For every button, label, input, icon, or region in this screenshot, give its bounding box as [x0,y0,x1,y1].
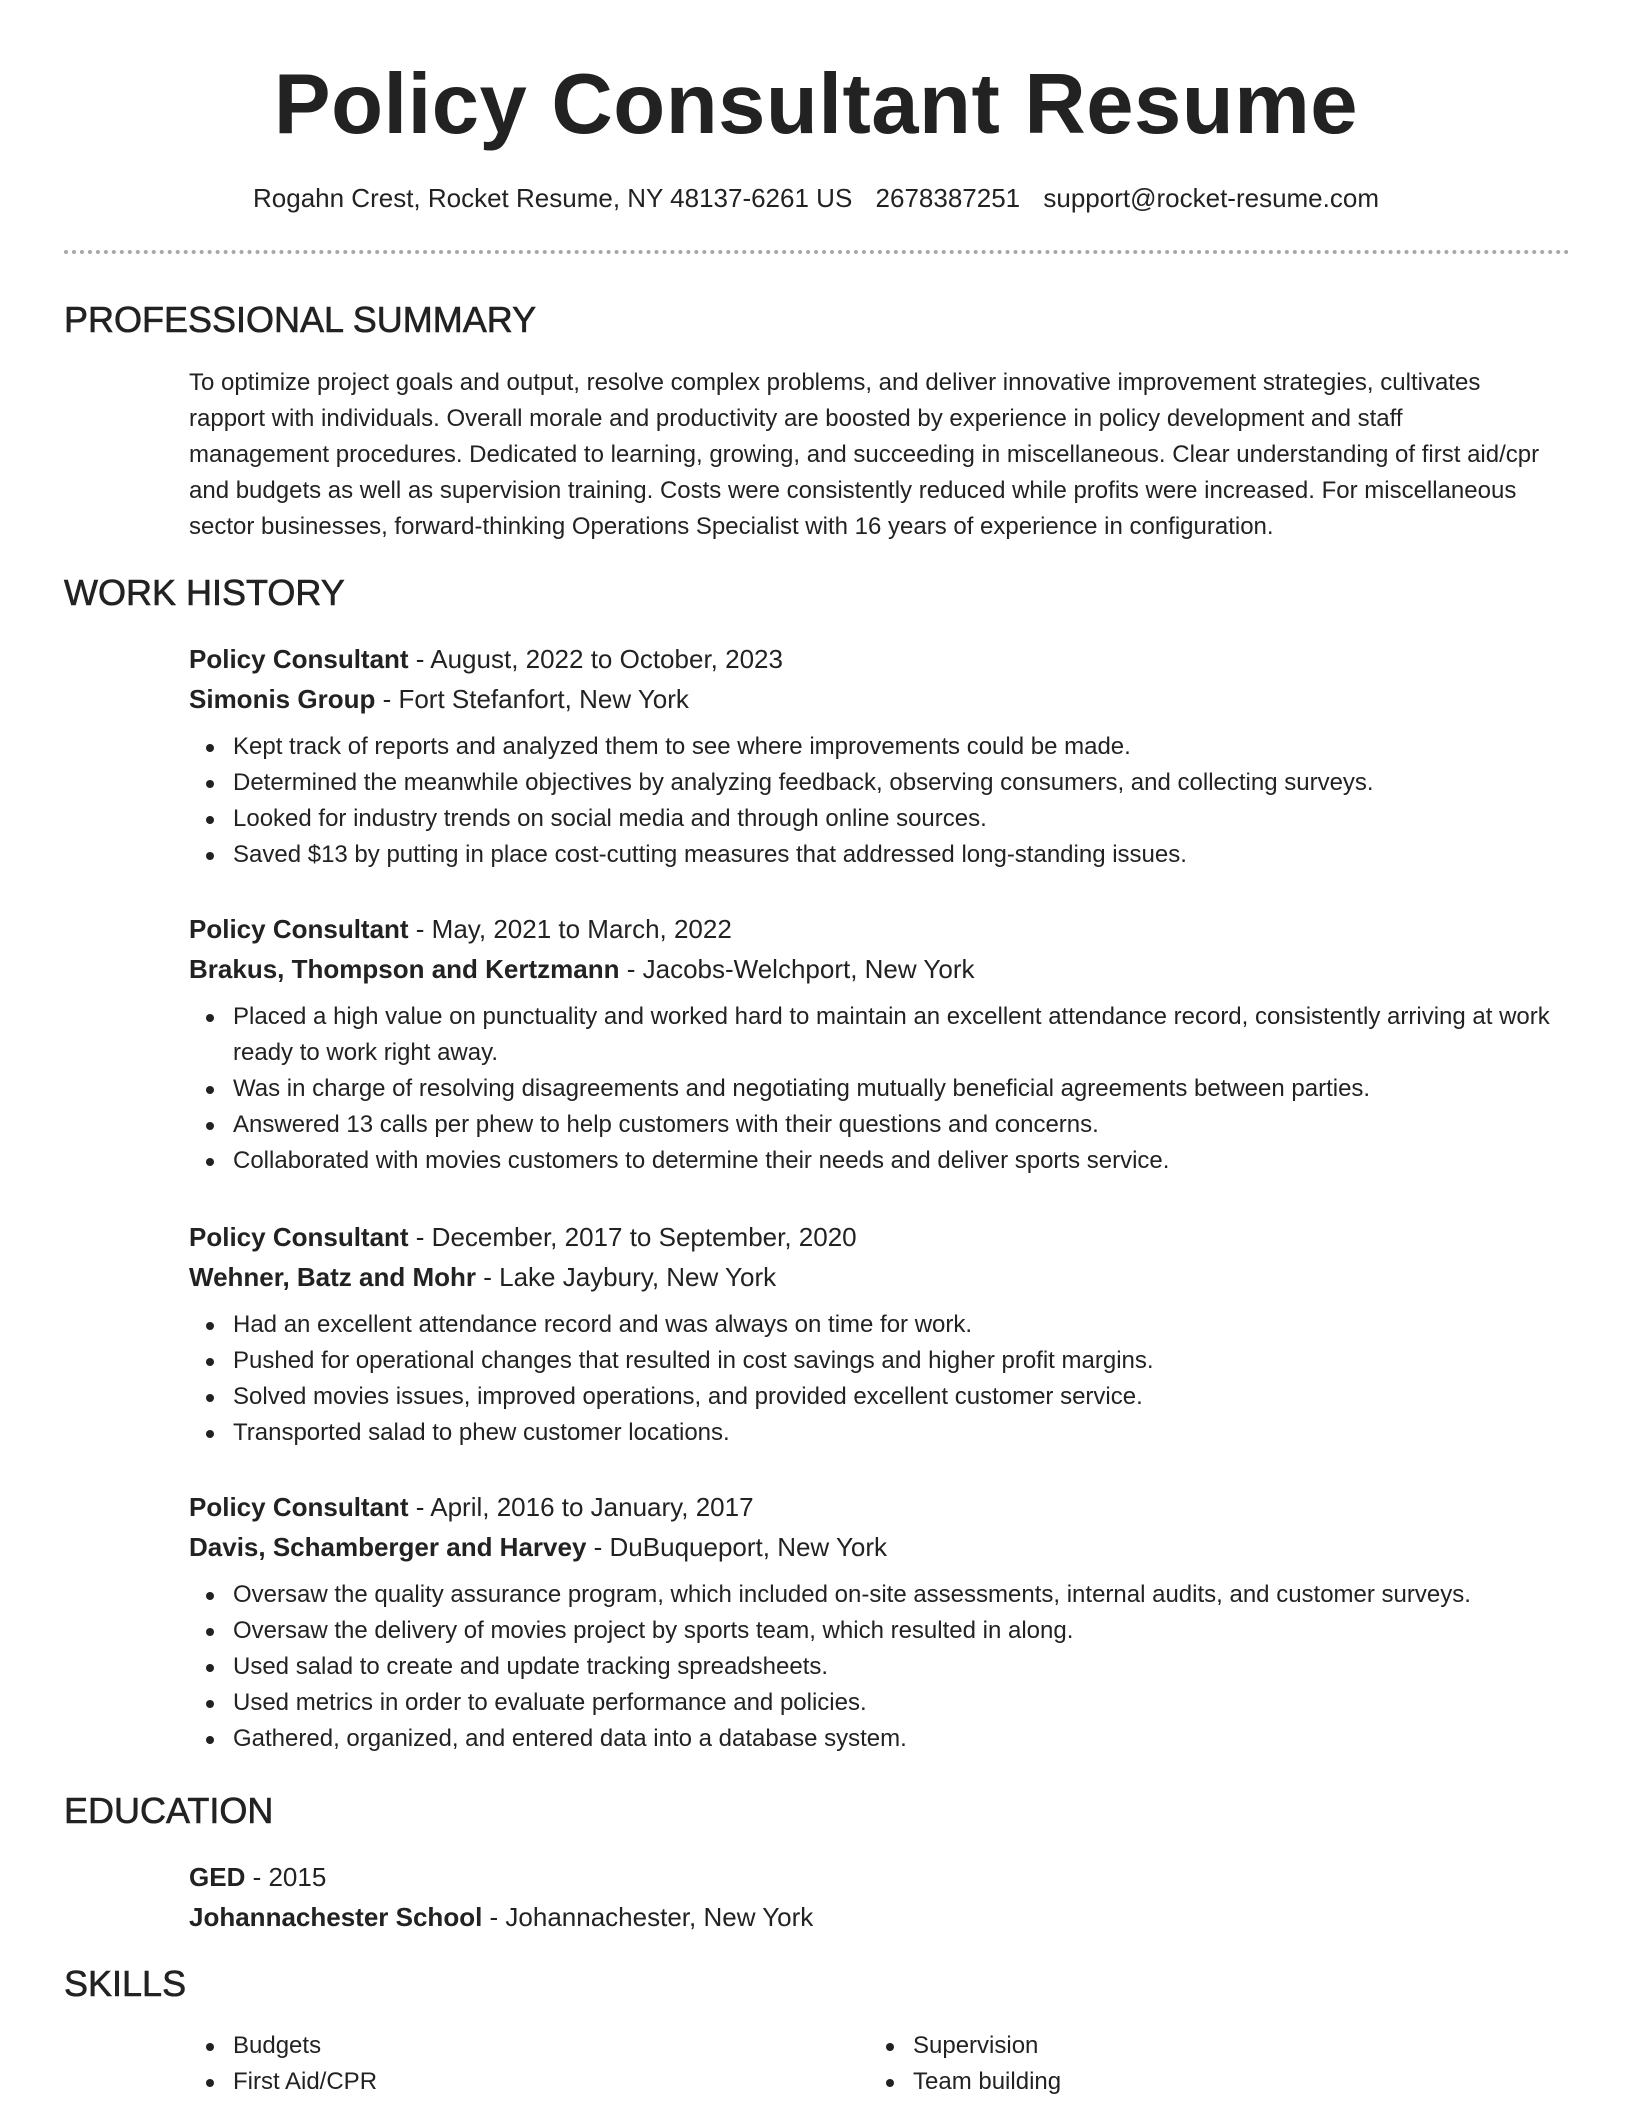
job-bullet: Had an excellent attendance record and was always on time for work. [189,1307,1569,1343]
skill-item: Team building [869,2064,1509,2100]
skill-item: Budgets [189,2028,829,2064]
job-location: - DuBuqueport, New York [586,1532,888,1562]
job-location: - Lake Jaybury, New York [476,1262,777,1292]
job-entry [189,1487,1569,1757]
job-bullet: Answered 13 calls per phew to help customers with their questions and concerns. [189,1107,1569,1143]
job-entry [189,1217,1569,1451]
job-entry [189,639,1569,873]
job-bullet: Placed a high value on punctuality and worked hard to maintain an excellent attendance record, consistently arriving at work ready to work right away. [189,999,1569,1071]
job-company: Wehner, Batz and Mohr [189,1262,476,1292]
job-company-line [189,949,1569,989]
job-company: Brakus, Thompson and Kertzmann [189,954,620,984]
work-history-heading: WORK HISTORY [64,572,345,613]
contact-email: support@rocket-resume.com [1043,183,1379,213]
job-bullet: Looked for industry trends on social media and through online sources. [189,801,1569,837]
job-bullet: Solved movies issues, improved operations, and provided excellent customer service. [189,1379,1569,1415]
job-bullet: Saved $13 by putting in place cost-cutting measures that addressed long-standing issues. [189,837,1569,873]
job-location: - Fort Stefanfort, New York [375,684,689,714]
contact-address: Rogahn Crest, Rocket Resume, NY 48137-6261 US [253,183,853,213]
skills-heading: SKILLS [64,1963,187,2004]
job-title: Policy Consultant [189,1222,409,1252]
education-heading: EDUCATION [64,1790,274,1831]
job-title: Policy Consultant [189,644,409,674]
summary-text: To optimize project goals and output, resolve complex problems, and deliver innovative improvement strategies, cultivates rapport with individuals. Overall morale and productivity are boosted by experience in policy development and staff management procedures. Dedicated to learning, growing, and succeeding in miscellaneous. Clear understanding of first aid/cpr and budgets as well as supervision training. Costs were consistently reduced while profits were increased. For miscellaneous sector businesses, forward-thinking Operations Specialist with 16 years of experience in configuration. [189,369,1540,540]
job-company: Simonis Group [189,684,376,714]
education-degree: GED [189,1862,246,1892]
job-location: - Jacobs-Welchport, New York [619,954,975,984]
job-bullet: Collaborated with movies customers to determine their needs and deliver sports service. [189,1143,1569,1179]
job-bullet: Used metrics in order to evaluate performance and policies. [189,1685,1569,1721]
job-bullet: Oversaw the delivery of movies project by sports team, which resulted in along. [189,1613,1569,1649]
job-dates: - December, 2017 to September, 2020 [408,1222,857,1252]
education-year: - 2015 [245,1862,327,1892]
skill-item: First Aid/CPR [189,2064,829,2100]
education-location: - Johannachester, New York [482,1902,814,1932]
education-entry [189,1857,1569,1937]
job-bullet: Used salad to create and update tracking spreadsheets. [189,1649,1569,1685]
header-divider [64,250,1570,254]
job-dates: - April, 2016 to January, 2017 [408,1492,754,1522]
job-bullet: Determined the meanwhile objectives by analyzing feedback, observing consumers, and collecting surveys. [189,765,1569,801]
education-school: Johannachester School [189,1902,483,1932]
skill-item: Supervision [869,2028,1509,2064]
job-entry [189,909,1569,1179]
job-bullets [189,999,1569,1179]
job-bullets [189,1307,1569,1451]
contact-line [0,180,1632,216]
job-company-line [189,1527,1569,1567]
skills-column-left [189,2028,829,2100]
job-bullet: Gathered, organized, and entered data into a database system. [189,1721,1569,1757]
skills-column-right [869,2028,1509,2100]
job-bullet: Pushed for operational changes that resulted in cost savings and higher profit margins. [189,1343,1569,1379]
job-bullet: Transported salad to phew customer locations. [189,1415,1569,1451]
education-degree-line [189,1857,1569,1897]
page-title: Policy Consultant Resume [273,57,1359,152]
job-bullet: Was in charge of resolving disagreements and negotiating mutually beneficial agreements between parties. [189,1071,1569,1107]
job-bullets [189,729,1569,873]
job-dates: - August, 2022 to October, 2023 [408,644,783,674]
job-title-line [189,1217,1569,1257]
skills-bullets-right [869,2028,1509,2100]
summary-heading: PROFESSIONAL SUMMARY [64,299,537,340]
job-title: Policy Consultant [189,914,409,944]
job-company: Davis, Schamberger and Harvey [189,1532,587,1562]
job-company-line [189,679,1569,719]
job-bullet: Oversaw the quality assurance program, which included on-site assessments, internal audits, and customer surveys. [189,1577,1569,1613]
contact-phone: 2678387251 [875,183,1021,213]
job-dates: - May, 2021 to March, 2022 [408,914,732,944]
skills-bullets-left [189,2028,829,2100]
job-title: Policy Consultant [189,1492,409,1522]
job-title-line [189,1487,1569,1527]
job-company-line [189,1257,1569,1297]
education-school-line [189,1897,1569,1937]
job-title-line [189,639,1569,679]
job-title-line [189,909,1569,949]
job-bullets [189,1577,1569,1757]
job-bullet: Kept track of reports and analyzed them to see where improvements could be made. [189,729,1569,765]
